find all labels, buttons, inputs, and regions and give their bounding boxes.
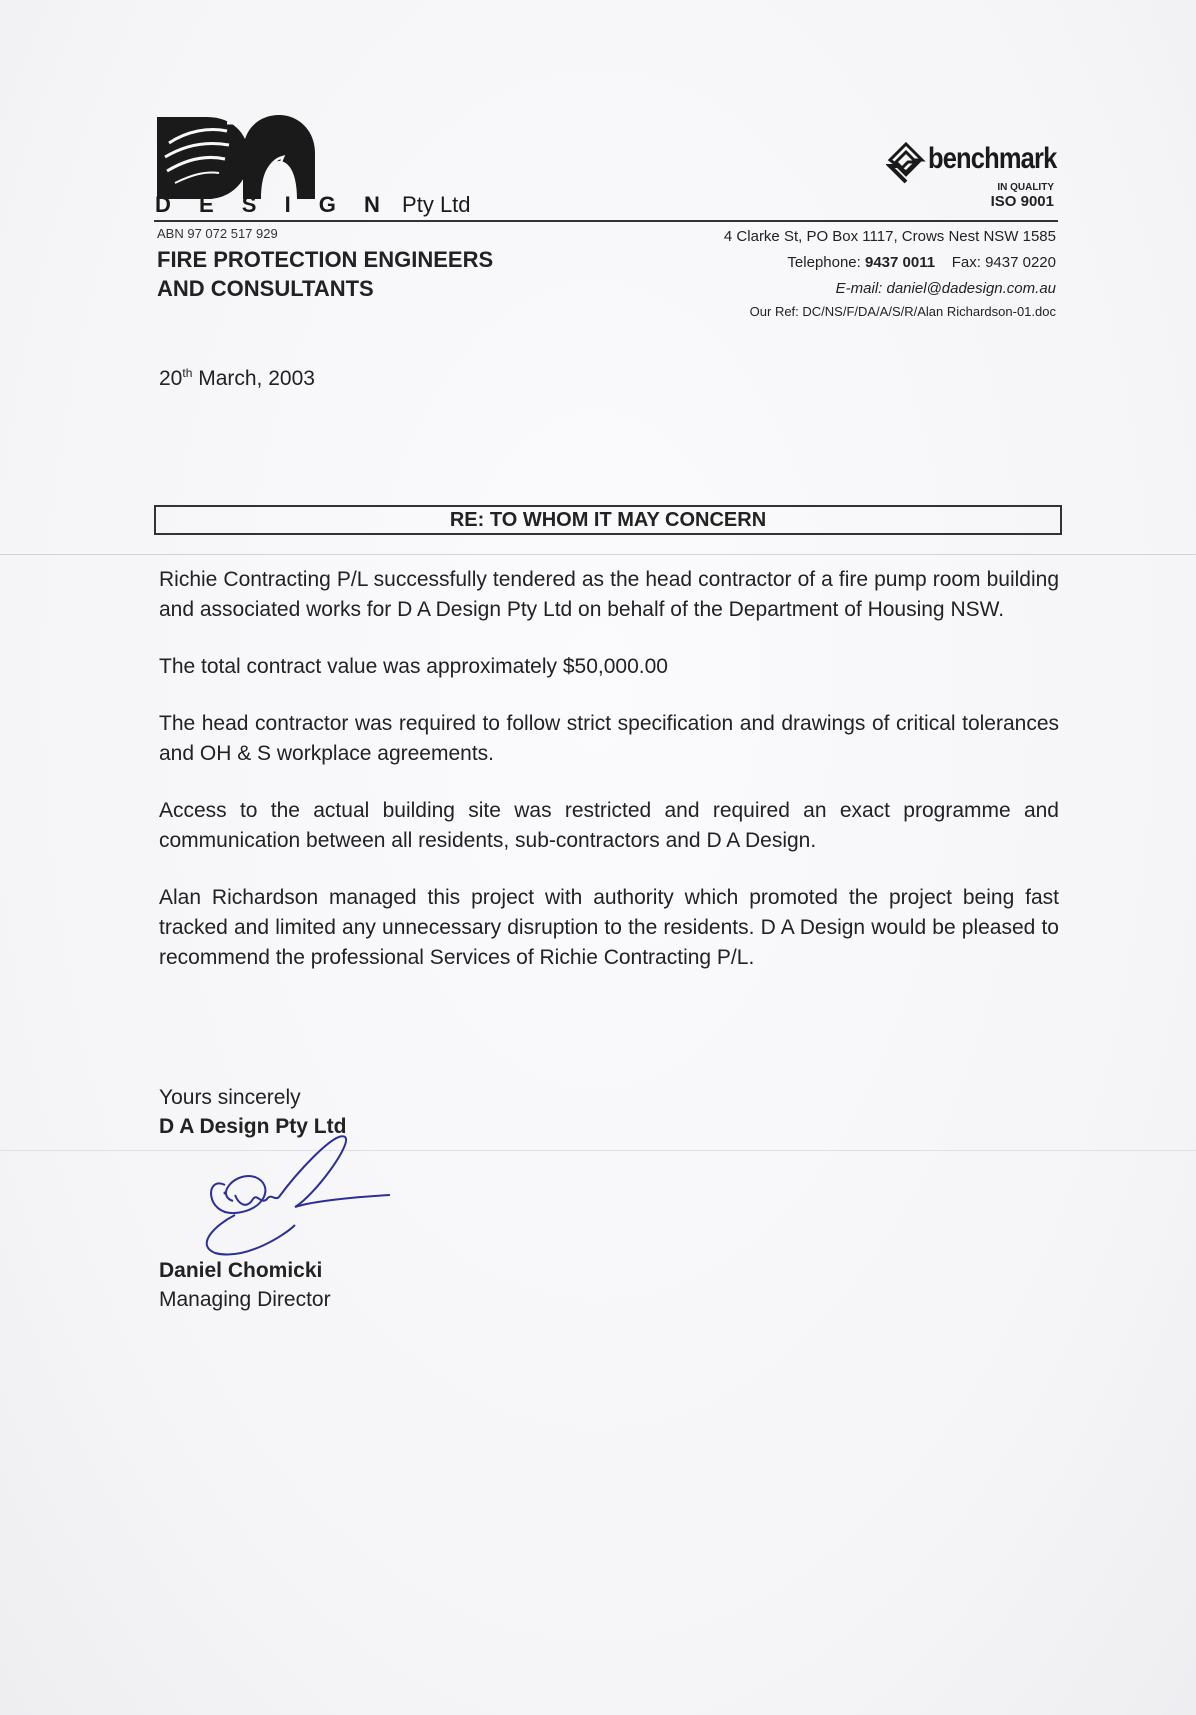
- signature-icon: [195, 1135, 395, 1265]
- fax-number: Fax: 9437 0220: [951, 254, 1056, 271]
- telephone-label: Telephone:: [787, 254, 865, 271]
- da-design-logo-icon: [157, 113, 315, 199]
- salutation: Yours sincerely: [159, 1086, 301, 1109]
- letter-body: [159, 565, 1059, 1000]
- body-paragraph: The total contract value was approximately $50,000.00: [159, 655, 668, 678]
- phone-fax-line: [724, 250, 1056, 276]
- iso-label: ISO 9001: [990, 193, 1054, 210]
- signer-name: Daniel Chomicki: [159, 1259, 323, 1282]
- closing-block: [159, 1083, 346, 1141]
- body-paragraph: Alan Richardson managed this project with authority which promoted the project being fast tracked and limited any unnecessary disruption to the residents. D A Design would be pleased to recommend the professional Services of Richie Contracting P/L.: [159, 886, 1059, 969]
- subject-box: RE: TO WHOM IT MAY CONCERN: [154, 505, 1062, 535]
- contact-block: [724, 224, 1056, 322]
- company-tagline: [157, 245, 493, 303]
- benchmark-word: benchmark: [928, 142, 1057, 175]
- address: 4 Clarke St, PO Box 1117, Crows Nest NSW 1585: [723, 228, 1056, 245]
- tagline-line-2: AND CONSULTANTS: [157, 276, 374, 301]
- body-paragraph: Richie Contracting P/L successfully tendered as the head contractor of a fire pump room building and associated works for D A Design Pty Ltd on behalf of the Department of Housing NSW.: [159, 568, 1059, 621]
- company-word: D E S I G N: [155, 192, 391, 217]
- email-address: E-mail: daniel@dadesign.com.au: [835, 280, 1056, 297]
- benchmark-subtitle: IN QUALITY: [997, 182, 1054, 193]
- paper-fold-line-2: [0, 1150, 1196, 1151]
- date-rest: March, 2003: [192, 367, 315, 390]
- benchmark-diamond-icon: [886, 142, 926, 184]
- paper-fold-line: [0, 554, 1196, 555]
- closing-company: D A Design Pty Ltd: [159, 1115, 347, 1138]
- signer-block: [159, 1256, 331, 1314]
- body-paragraph: Access to the actual building site was restricted and required an exact programme and communication between all residents, sub-contractors and D A Design.: [159, 799, 1059, 852]
- our-reference: Our Ref: DC/NS/F/DA/A/S/R/Alan Richardson-01.doc: [749, 304, 1056, 319]
- letter-date: [159, 366, 315, 391]
- signer-title: Managing Director: [159, 1288, 331, 1311]
- date-ordinal-suffix: th: [182, 366, 193, 380]
- benchmark-iso-logo: [886, 142, 1058, 212]
- letterhead-divider: [154, 220, 1058, 222]
- tagline-line-1: FIRE PROTECTION ENGINEERS: [157, 247, 494, 272]
- company-suffix: Pty Ltd: [402, 192, 471, 217]
- telephone-number: 9437 0011: [865, 254, 936, 271]
- abn-number: ABN 97 072 517 929: [157, 226, 278, 241]
- date-day: 20: [159, 367, 183, 390]
- body-paragraph: The head contractor was required to follow strict specification and drawings of critical tolerances and OH & S workplace agreements.: [159, 712, 1059, 765]
- company-wordmark: [155, 192, 471, 218]
